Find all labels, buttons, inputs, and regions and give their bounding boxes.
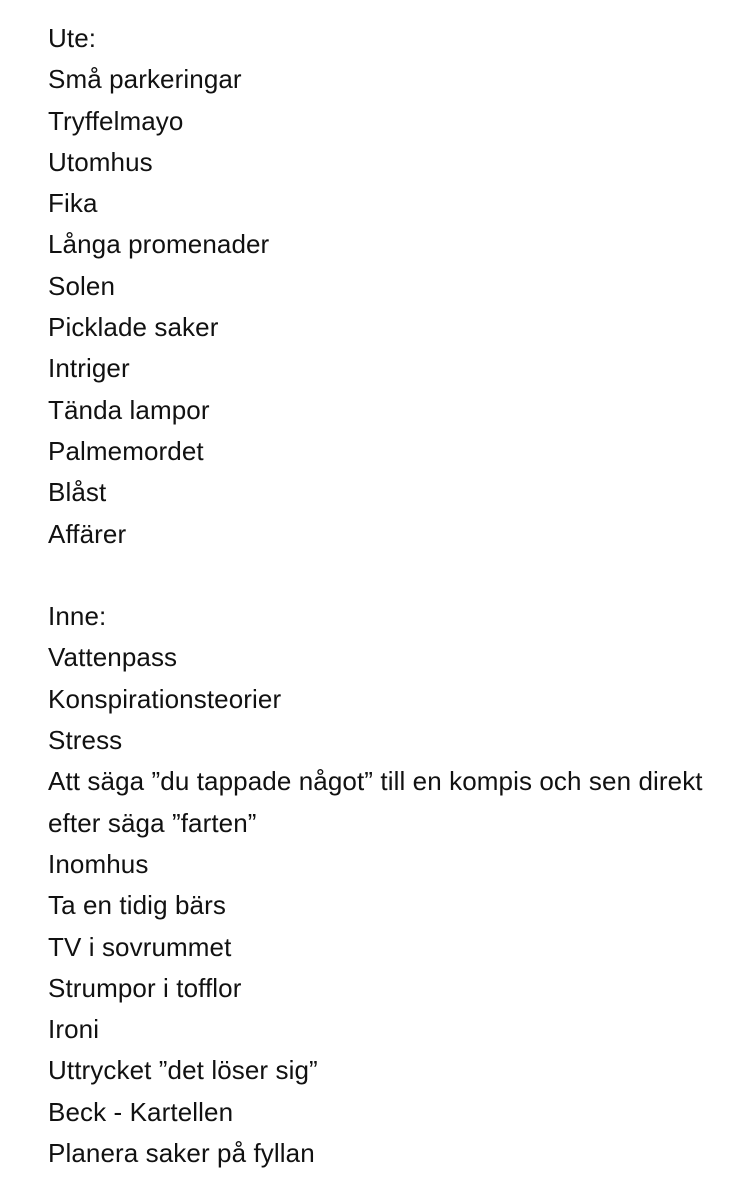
ute-heading: Ute:: [48, 23, 97, 53]
inne-item: Vattenpass: [48, 642, 178, 673]
inne-item: Ironi: [48, 1014, 100, 1045]
ute-item: Fika: [48, 188, 98, 219]
ute-item: Blåst: [48, 477, 107, 508]
ute-item: Solen: [48, 270, 115, 301]
inne-item: Strumpor i tofflor: [48, 972, 242, 1003]
ute-item: Långa promenader: [48, 229, 270, 260]
ute-item: Tryffelmayo: [48, 105, 184, 136]
inne-item: Att säga ”du tappade något” till en kompis och sen direkt efter säga ”farten”: [48, 766, 703, 838]
ute-item: Små parkeringar: [48, 64, 242, 95]
ute-item: Intriger: [48, 353, 130, 384]
inne-item: Stress: [48, 725, 123, 756]
inne-item: Ta en tidig bärs: [48, 890, 226, 921]
inne-item: Uttrycket ”det löser sig”: [48, 1055, 318, 1086]
inne-item: TV i sovrummet: [48, 931, 232, 962]
inne-item: Konspirationsteorier: [48, 683, 282, 714]
inne-heading: Inne:: [48, 601, 107, 632]
ute-item: Affärer: [48, 518, 127, 549]
note-body: [48, 18, 708, 1174]
ute-item: Utomhus: [48, 146, 153, 177]
inne-item: Planera saker på fyllan: [48, 1138, 315, 1169]
blank-line: [48, 555, 708, 596]
ute-item: Tända lampor: [48, 394, 210, 425]
ute-item: Picklade saker: [48, 312, 219, 343]
ute-item: Palmemordet: [48, 435, 204, 466]
inne-item: Inomhus: [48, 848, 149, 879]
inne-item: Beck - Kartellen: [48, 1096, 234, 1127]
